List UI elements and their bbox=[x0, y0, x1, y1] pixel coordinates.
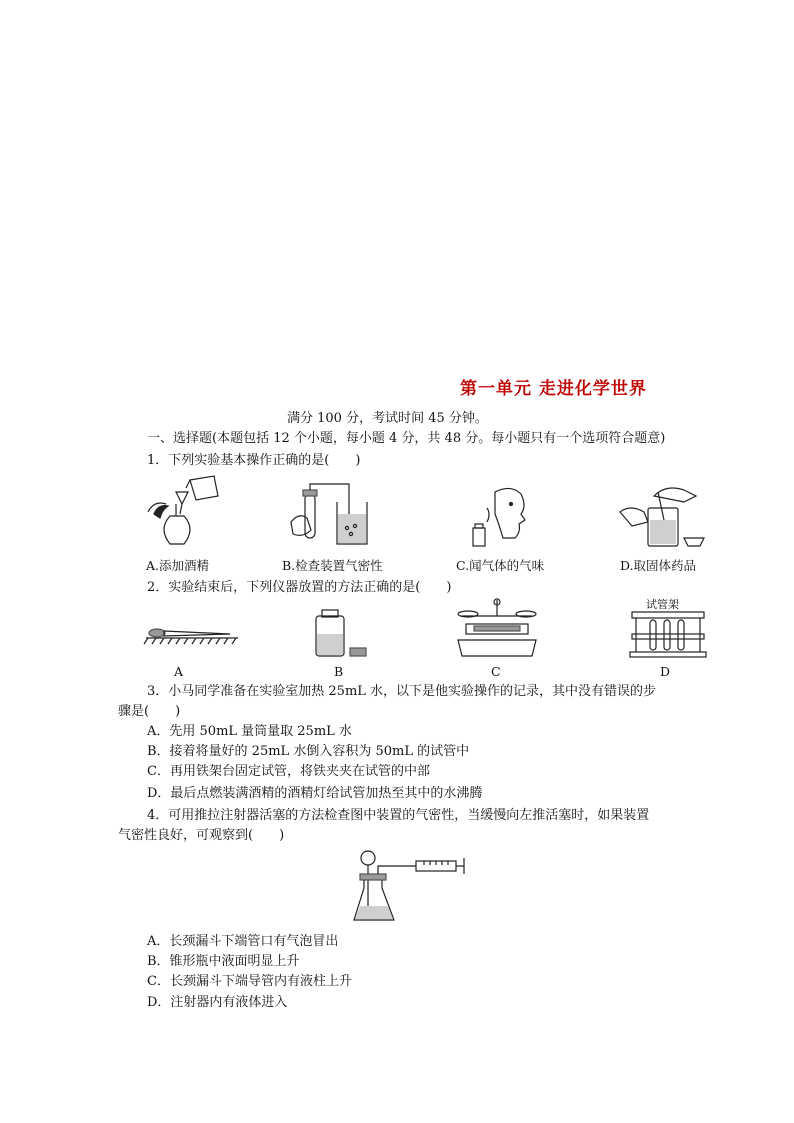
q2-option-c: C bbox=[491, 664, 501, 679]
q2-option-a: A bbox=[174, 664, 184, 679]
section-heading: 一、选择题(本题包括 12 个小题，每小题 4 分，共 48 分。每小题只有一个选项符合题意) bbox=[147, 431, 666, 446]
q1-figure-d bbox=[614, 482, 714, 558]
q3-stem-line2: 骤是( ) bbox=[118, 704, 181, 719]
q2-figure-a bbox=[140, 620, 240, 650]
q4-option-a: A．长颈漏斗下端管口有气泡冒出 bbox=[147, 934, 339, 949]
page-title: 第一单元 走进化学世界 bbox=[460, 379, 647, 399]
q1-option-b: B.检查装置气密性 bbox=[282, 558, 383, 573]
q1-figure-c bbox=[465, 484, 545, 556]
q1-figure-a bbox=[140, 474, 230, 554]
q2-option-b: B bbox=[334, 664, 344, 679]
q3-option-c: C．再用铁架台固定试管，将铁夹夹在试管的中部 bbox=[147, 764, 430, 779]
q2-figure-c bbox=[452, 596, 542, 658]
q1-figure-b bbox=[285, 482, 375, 558]
q1-option-d: D.取固体药品 bbox=[620, 558, 697, 573]
exam-meta: 满分 100 分，考试时间 45 分钟。 bbox=[287, 411, 488, 426]
q3-option-d: D．最后点燃装满酒精的酒精灯给试管加热至其中的水沸腾 bbox=[147, 786, 483, 801]
q4-apparatus-figure bbox=[350, 848, 470, 924]
q4-option-c: C．长颈漏斗下端导管内有液柱上升 bbox=[147, 974, 352, 989]
q2-rack-label: 试管架 bbox=[646, 598, 679, 611]
q2-figure-d bbox=[628, 608, 708, 658]
q1-stem: 1．下列实验基本操作正确的是( ) bbox=[147, 453, 361, 468]
q3-stem-line1: 3．小马同学准备在实验室加热 25mL 水，以下是他实验操作的记录，其中没有错误的步 bbox=[147, 684, 657, 699]
q4-stem-line2: 气密性良好，可观察到( ) bbox=[118, 828, 285, 843]
q4-stem-line1: 4．可用推拉注射器活塞的方法检查图中装置的气密性，当缓慢向左推活塞时，如果装置 bbox=[147, 808, 650, 823]
q2-stem: 2．实验结束后，下列仪器放置的方法正确的是( ) bbox=[147, 580, 452, 595]
q4-option-b: B．锥形瓶中液面明显上升 bbox=[147, 954, 300, 969]
q2-figure-b bbox=[310, 608, 370, 658]
q4-option-d: D．注射器内有液体进入 bbox=[147, 995, 288, 1010]
q2-option-d: D bbox=[660, 664, 671, 679]
q3-option-b: B．接着将量好的 25mL 水倒入容积为 50mL 的试管中 bbox=[147, 744, 470, 759]
q3-option-a: A．先用 50mL 量筒量取 25mL 水 bbox=[147, 724, 352, 739]
q1-option-c: C.闻气体的气味 bbox=[456, 558, 545, 573]
q1-option-a: A.添加酒精 bbox=[146, 558, 210, 573]
